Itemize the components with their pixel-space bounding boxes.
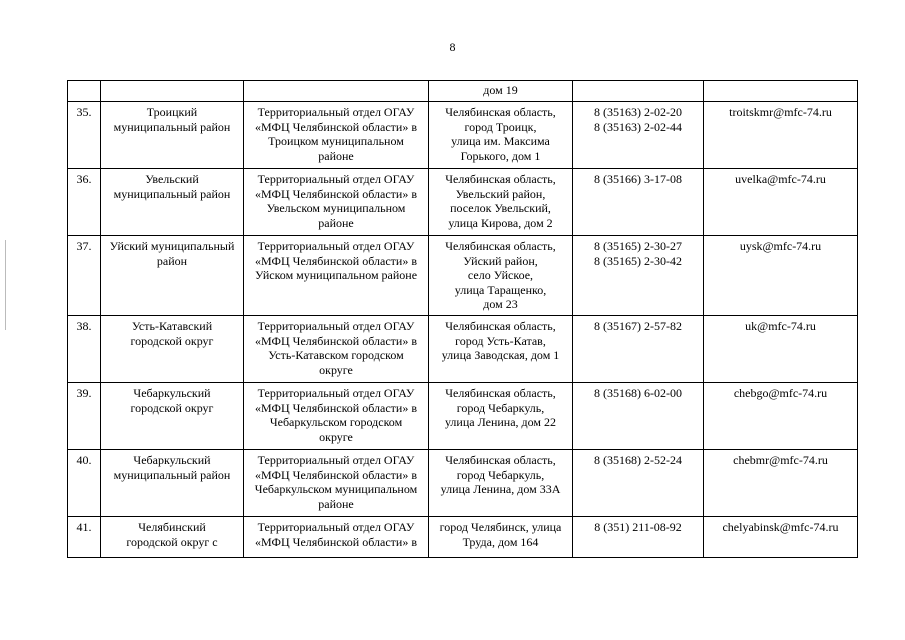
address-text: Челябинская область, город Усть-Катав, улица Заводская, дом 1 xyxy=(441,319,560,362)
org-cell xyxy=(244,81,429,102)
district-cell xyxy=(101,383,244,450)
email-text: uk@mfc-74.ru xyxy=(745,319,816,333)
phone-text: 8 (35166) 3-17-08 xyxy=(594,172,682,186)
address-cell xyxy=(429,383,573,450)
address-cell xyxy=(429,81,573,102)
address-cell xyxy=(429,450,573,517)
email-text: chelyabinsk@mfc-74.ru xyxy=(722,520,839,534)
org-text: Территориальный отдел ОГАУ «МФЦ Челябинской области» в Чебаркульском муниципальном районе xyxy=(254,453,418,511)
row-number: 37. xyxy=(76,239,92,253)
address-cell xyxy=(429,169,573,236)
district-text: Усть-Катавский городской округ xyxy=(130,319,214,348)
phone-text: 8 (35167) 2-57-82 xyxy=(594,319,682,333)
district-text: Увельский муниципальный район xyxy=(113,172,231,201)
num-cell xyxy=(68,450,101,517)
phone-cell xyxy=(573,383,704,450)
address-text: Челябинская область, город Чебаркуль, улица Ленина, дом 33А xyxy=(440,453,561,496)
district-cell xyxy=(101,517,244,558)
num-cell xyxy=(68,81,101,102)
table-row xyxy=(68,450,858,517)
org-text: Территориальный отдел ОГАУ «МФЦ Челябинской области» в xyxy=(255,520,417,549)
phone-text: 8 (35168) 2-52-24 xyxy=(594,453,682,467)
org-cell xyxy=(244,450,429,517)
phone-cell xyxy=(573,81,704,102)
district-text: Чебаркульский городской округ xyxy=(130,386,214,415)
org-text: Территориальный отдел ОГАУ «МФЦ Челябинской области» в Троицком муниципальном районе xyxy=(255,105,417,163)
org-cell xyxy=(244,102,429,169)
district-cell xyxy=(101,236,244,316)
address-text: Челябинская область, Увельский район, поселок Увельский, улица Кирова, дом 2 xyxy=(445,172,556,230)
email-text: uvelka@mfc-74.ru xyxy=(735,172,826,186)
table-row xyxy=(68,383,858,450)
address-cell xyxy=(429,316,573,383)
phone-cell xyxy=(573,236,704,316)
email-cell xyxy=(704,450,858,517)
row-number: 40. xyxy=(76,453,92,467)
num-cell xyxy=(68,169,101,236)
district-cell xyxy=(101,81,244,102)
address-text: дом 19 xyxy=(483,83,518,97)
row-number: 39. xyxy=(76,386,92,400)
district-cell xyxy=(101,316,244,383)
email-cell xyxy=(704,169,858,236)
address-text: Челябинская область, Уйский район, село Уйское, улица Таращенко, дом 23 xyxy=(445,239,556,311)
email-cell xyxy=(704,383,858,450)
org-cell xyxy=(244,236,429,316)
email-text: chebmr@mfc-74.ru xyxy=(733,453,828,467)
row-number: 36. xyxy=(76,172,92,186)
mfc-offices-table xyxy=(67,80,858,558)
scan-margin-line xyxy=(5,240,6,330)
district-text: Троицкий муниципальный район xyxy=(113,105,231,134)
num-cell xyxy=(68,316,101,383)
phone-text: 8 (35168) 6-02-00 xyxy=(594,386,682,400)
district-text: Уйский муниципальный район xyxy=(109,239,235,268)
table-row xyxy=(68,517,858,558)
district-text: Чебаркульский муниципальный район xyxy=(113,453,231,482)
phone-cell xyxy=(573,450,704,517)
address-cell xyxy=(429,102,573,169)
district-text: Челябинский городской округ с xyxy=(126,520,218,549)
table-row xyxy=(68,102,858,169)
district-cell xyxy=(101,450,244,517)
email-text: uysk@mfc-74.ru xyxy=(739,239,822,253)
phone-cell xyxy=(573,169,704,236)
org-cell xyxy=(244,169,429,236)
org-text: Территориальный отдел ОГАУ «МФЦ Челябинской области» в Увельском муниципальном районе xyxy=(255,172,417,230)
phone-cell xyxy=(573,316,704,383)
address-text: Челябинская область, город Троицк, улица им. Максима Горького, дом 1 xyxy=(445,105,556,163)
row-number: 35. xyxy=(76,105,92,119)
row-number: 41. xyxy=(76,520,92,534)
table-row-continuation xyxy=(68,81,858,102)
address-cell xyxy=(429,517,573,558)
email-cell xyxy=(704,517,858,558)
org-text: Территориальный отдел ОГАУ «МФЦ Челябинской области» в Усть-Катавском городском округе xyxy=(255,319,417,377)
table-row xyxy=(68,169,858,236)
phone-cell xyxy=(573,102,704,169)
table-row xyxy=(68,236,858,316)
row-number: 38. xyxy=(76,319,92,333)
org-text: Территориальный отдел ОГАУ «МФЦ Челябинской области» в Уйском муниципальном районе xyxy=(254,239,418,282)
email-cell xyxy=(704,316,858,383)
org-cell xyxy=(244,517,429,558)
org-cell xyxy=(244,316,429,383)
address-text: Челябинская область, город Чебаркуль, улица Ленина, дом 22 xyxy=(444,386,557,429)
org-text: Территориальный отдел ОГАУ «МФЦ Челябинской области» в Чебаркульском городском округе xyxy=(255,386,417,444)
num-cell xyxy=(68,102,101,169)
phone-cell xyxy=(573,517,704,558)
page-number: 8 xyxy=(449,40,456,54)
email-text: troitskmr@mfc-74.ru xyxy=(729,105,832,119)
district-cell xyxy=(101,102,244,169)
num-cell xyxy=(68,236,101,316)
address-cell xyxy=(429,236,573,316)
org-cell xyxy=(244,383,429,450)
email-cell xyxy=(704,236,858,316)
phone-text: 8 (35163) 2-02-20 8 (35163) 2-02-44 xyxy=(594,105,682,134)
email-cell xyxy=(704,81,858,102)
email-cell xyxy=(704,102,858,169)
num-cell xyxy=(68,517,101,558)
email-text: chebgo@mfc-74.ru xyxy=(733,386,828,400)
phone-text: 8 (351) 211-08-92 xyxy=(594,520,682,534)
phone-text: 8 (35165) 2-30-27 8 (35165) 2-30-42 xyxy=(594,239,682,268)
district-cell xyxy=(101,169,244,236)
address-text: город Челябинск, улица Труда, дом 164 xyxy=(439,520,562,549)
num-cell xyxy=(68,383,101,450)
table-row xyxy=(68,316,858,383)
